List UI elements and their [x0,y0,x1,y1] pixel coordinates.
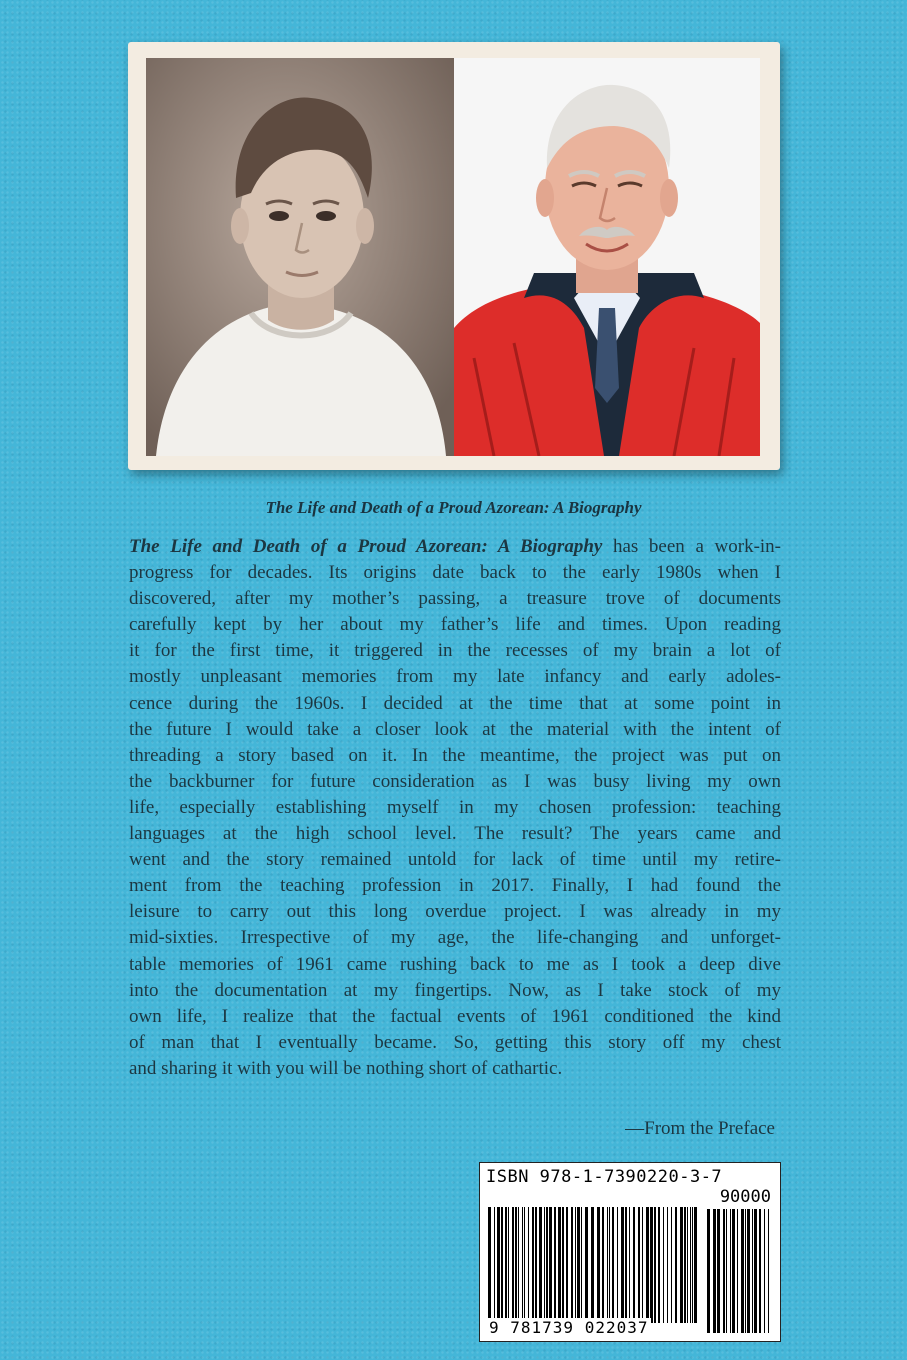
ean-digits: 9 781739 022037 [489,1318,649,1337]
barcode-bar [764,1209,765,1333]
barcode-bar [707,1209,710,1333]
barcode-bar [690,1207,691,1323]
barcode-bar [642,1207,643,1323]
childhood-photo [146,58,455,456]
barcode-bar [554,1207,556,1323]
blurb-line: the backburner for future consideration as I was busy living my own [129,770,781,792]
barcode-bar [518,1207,519,1323]
barcode-bar [621,1207,624,1323]
barcode-bar [558,1207,561,1323]
barcode-bar [581,1207,582,1323]
man-portrait-illustration [454,58,760,456]
ean-bars [488,1207,700,1323]
adult-photo [454,58,760,456]
barcode-bar [549,1207,552,1323]
barcode-bar [629,1207,630,1323]
blurb-line: languages at the high school level. The result? The years came and [129,823,781,845]
blurb-line: life, especially establishing myself in my chosen profession: teaching [129,796,781,818]
barcode-bar [675,1207,677,1323]
photo-frame [128,42,780,470]
barcode-bar [566,1207,568,1323]
barcode-bar [609,1207,610,1323]
blurb-line: the future I would take a closer look at the material with the intent of [129,718,781,740]
barcode-bar [571,1207,573,1323]
barcode-bar [654,1207,656,1323]
barcode-bar [591,1207,594,1323]
barcode-bar [577,1207,580,1323]
blurb-line: leisure to carry out this long overdue project. I was already in my [129,901,781,923]
barcode-bar [694,1207,697,1323]
blurb-line: mostly unpleasant memories from my late infancy and early adoles- [129,666,781,688]
barcode-bar [658,1207,660,1323]
back-cover-blurb [129,534,781,1082]
barcode-bar [747,1209,750,1333]
barcode-bar [612,1207,614,1323]
barcode-bar [522,1207,523,1323]
blurb-line [129,534,781,560]
barcode-bar [505,1207,507,1323]
barcode-bar [544,1207,545,1323]
barcode-bar [646,1207,649,1323]
barcode-bar [638,1207,640,1323]
barcode-bar [759,1209,761,1333]
barcode-bar [633,1207,635,1323]
blurb-line: progress for decades. Its origins date back to the early 1980s when I [129,562,781,584]
barcode-bar [488,1207,491,1323]
barcode-bar [754,1209,757,1333]
blurb-line: own life, I realize that the factual events of 1961 conditioned the kind [129,1005,781,1027]
blurb-title-lead: The Life and Death of a Proud Azorean: A Biography [129,536,603,557]
addon-bars [707,1209,771,1333]
blurb-first-line-rest: has been a work-in- [602,536,781,557]
blurb-line: went and the story remained untold for lack of time until my retire- [129,849,781,871]
barcode-bar [723,1209,725,1333]
blurb-line: of man that I eventually became. So, getting this story off my chest [129,1031,781,1053]
blurb-line: carefully kept by her about my father’s life and times. Upon reading [129,614,781,636]
blurb-line: it for the first time, it triggered in the recesses of my brain a lot of [129,640,781,662]
barcode-bar [546,1207,548,1323]
barcode-bar [671,1207,672,1323]
barcode-bar [625,1207,627,1323]
barcode-bar [687,1207,688,1323]
preface-attribution: —From the Preface [625,1118,775,1139]
barcode-bar [667,1207,668,1323]
barcode-bar [508,1207,509,1323]
barcode-bar [730,1209,731,1333]
barcode-bar [650,1207,653,1323]
barcode-bar [713,1209,716,1333]
barcode-bar [663,1207,664,1323]
barcode-bar [535,1207,537,1323]
barcode-bar [575,1207,576,1323]
boy-portrait-illustration [146,58,455,456]
barcode-bar [497,1207,500,1323]
barcode-bar [752,1209,753,1333]
barcode-bar [741,1209,744,1333]
barcode-bar [597,1207,600,1323]
barcode-bar [528,1207,529,1323]
barcode-bar [745,1209,746,1333]
barcode-bar [585,1207,588,1323]
blurb-line: table memories of 1961 came rushing back to me as I took a deep dive [129,953,781,975]
blurb-line: threading a story based on it. In the meantime, the project was put on [129,744,781,766]
barcode-bar [717,1209,720,1333]
book-title-caption: The Life and Death of a Proud Azorean: A Biography [265,498,642,517]
barcode-bar [515,1207,517,1323]
isbn-number: ISBN 978-1-7390220-3-7 [486,1167,723,1187]
price-code: 90000 [719,1187,771,1207]
blurb-line: and sharing it with you will be nothing short of cathartic. [129,1057,563,1079]
barcode-bar [680,1207,683,1323]
barcode-bar [512,1207,514,1323]
barcode-bar [602,1207,604,1323]
barcode-bar [539,1207,542,1323]
barcode-bar [737,1209,738,1333]
blurb-line: cence during the 1960s. I decided at the time that at some point in [129,692,781,714]
barcode-bar [726,1209,727,1333]
barcode-bar [768,1209,769,1333]
blurb-line: discovered, after my mother’s passing, a treasure trove of documents [129,588,781,610]
isbn-barcode [479,1162,781,1342]
barcode-bar [562,1207,564,1323]
barcode-bar [494,1207,495,1323]
barcode-bar [692,1207,693,1323]
barcode-bar [532,1207,534,1323]
barcode-bar [732,1209,735,1333]
blurb-line: ment from the teaching profession in 2017. Finally, I had found the [129,875,781,897]
barcode-bar [501,1207,503,1323]
barcode-bar [607,1207,608,1323]
barcode-bar [684,1207,686,1323]
blurb-line: mid-sixties. Irrespective of my age, the life-changing and unforget- [129,927,781,949]
blurb-line: into the documentation at my fingertips. Now, as I take stock of my [129,979,781,1001]
barcode-bar [524,1207,525,1323]
barcode-bar [617,1207,618,1323]
